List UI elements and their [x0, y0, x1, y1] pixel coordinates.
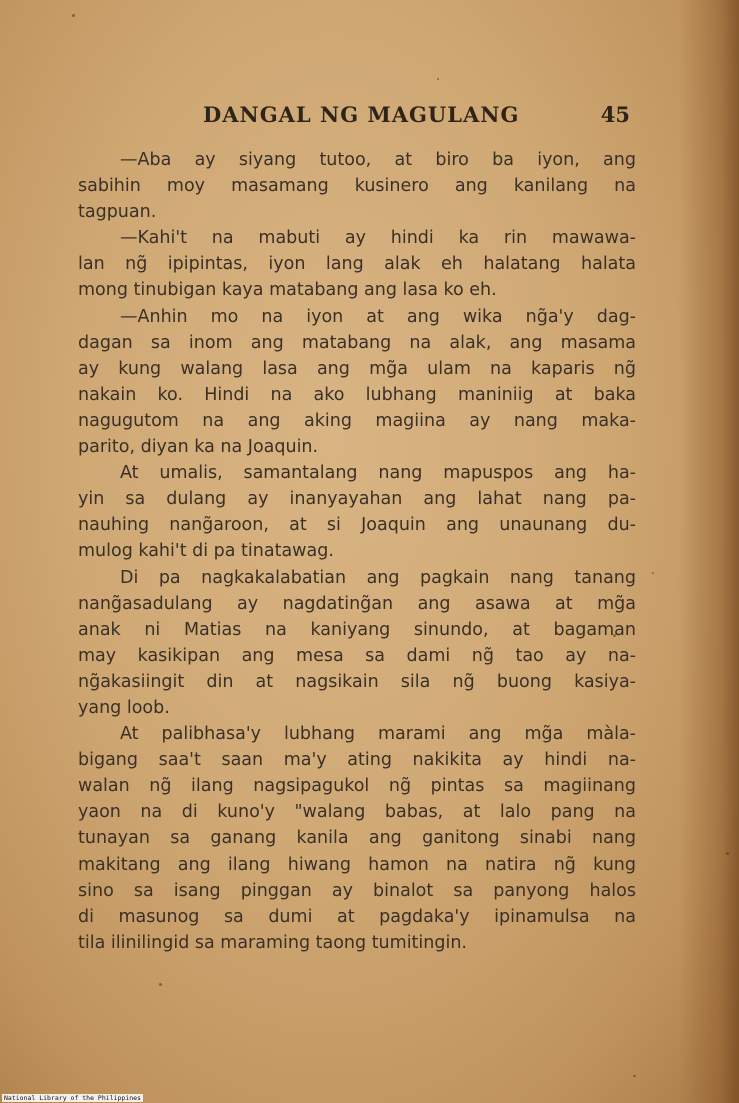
- text-line: nagugutom na ang aking magiina ay nang maka-: [78, 410, 636, 431]
- page-edge-shadow: [679, 0, 739, 1103]
- text-line: nakain ko. Hindi na ako lubhang maniniig at baka: [78, 384, 636, 405]
- text-line: tila ilinilingid sa maraming taong tumitingin.: [78, 932, 467, 953]
- text-line: makitang ang ilang hiwang hamon na natira ng̃ kung: [78, 854, 636, 875]
- text-line: dagan sa inom ang matabang na alak, ang masama: [78, 332, 636, 353]
- text-line: —Kahi't na mabuti ay hindi ka rin mawawa-: [120, 228, 636, 249]
- text-line: sino sa isang pinggan ay binalot sa panyong halos: [78, 880, 636, 901]
- text-line: yang loob.: [78, 697, 170, 718]
- paper-speck: [633, 1075, 636, 1077]
- text-line: —Aba ay siyang tutoo, at biro ba iyon, ang: [120, 150, 636, 170]
- text-line: At umalis, samantalang nang mapuspos ang ha-: [120, 463, 636, 484]
- running-header: [78, 102, 636, 132]
- text-line: bigang saa't saan ma'y ating nakikita ay hindi na-: [78, 750, 636, 771]
- text-line: yin sa dulang ay inanyayahan ang lahat nang pa-: [78, 489, 636, 510]
- paper-speck: [652, 572, 654, 574]
- text-line: ay kung walang lasa ang mg̃a ulam na kaparis ng̃: [78, 358, 636, 379]
- text-line: may kasikipan ang mesa sa dami ng̃ tao ay na-: [78, 645, 636, 666]
- page-title: DANGAL NG MAGULANG: [203, 102, 520, 127]
- paper-speck: [437, 78, 439, 80]
- text-line: lan ng̃ ipipintas, iyon lang alak eh halatang halata: [78, 254, 636, 275]
- text-line: yaon na di kuno'y "walang babas, at lalo pang na: [78, 802, 636, 823]
- text-line: ng̃akasiingit din at nagsikain sila ng̃ buong kasiya-: [78, 671, 636, 692]
- text-line: nauhing nang̃aroon, at si Joaquin ang unaunang du-: [78, 515, 636, 536]
- text-line: anak ni Matias na kaniyang sinundo, at bagaman: [78, 619, 636, 640]
- text-line: At palibhasa'y lubhang marami ang mg̃a màla-: [120, 724, 636, 745]
- paper-speck: [159, 983, 162, 986]
- library-credit: National Library of the Philippines: [4, 1094, 141, 1102]
- page-number: 45: [600, 102, 630, 127]
- text-line: sabihin moy masamang kusinero ang kanilang na: [78, 176, 636, 197]
- paper-speck: [726, 852, 729, 855]
- text-line: parito, diyan ka na Joaquin.: [78, 437, 319, 458]
- text-line: tunayan sa ganang kanila ang ganitong sinabi nang: [78, 828, 636, 849]
- body-text: [78, 147, 636, 956]
- text-line: tagpuan.: [78, 202, 157, 223]
- text-line: mulog kahi't di pa tinatawag.: [78, 541, 334, 562]
- text-line: Di pa nagkakalabatian ang pagkain nang tanang: [120, 567, 636, 588]
- text-line: nang̃asadulang ay nagdating̃an ang asawa at mg̃a: [78, 593, 636, 614]
- text-line: walan ng̃ ilang nagsipagukol ng̃ pintas sa magiinang: [78, 776, 636, 797]
- text-line: mong tinubigan kaya matabang ang lasa ko eh.: [78, 280, 497, 301]
- text-line: di masunog sa dumi at pagdaka'y ipinamulsa na: [78, 906, 636, 927]
- text-line: —Anhin mo na iyon at ang wika ng̃a'y dag-: [120, 306, 636, 327]
- paper-speck: [72, 14, 75, 17]
